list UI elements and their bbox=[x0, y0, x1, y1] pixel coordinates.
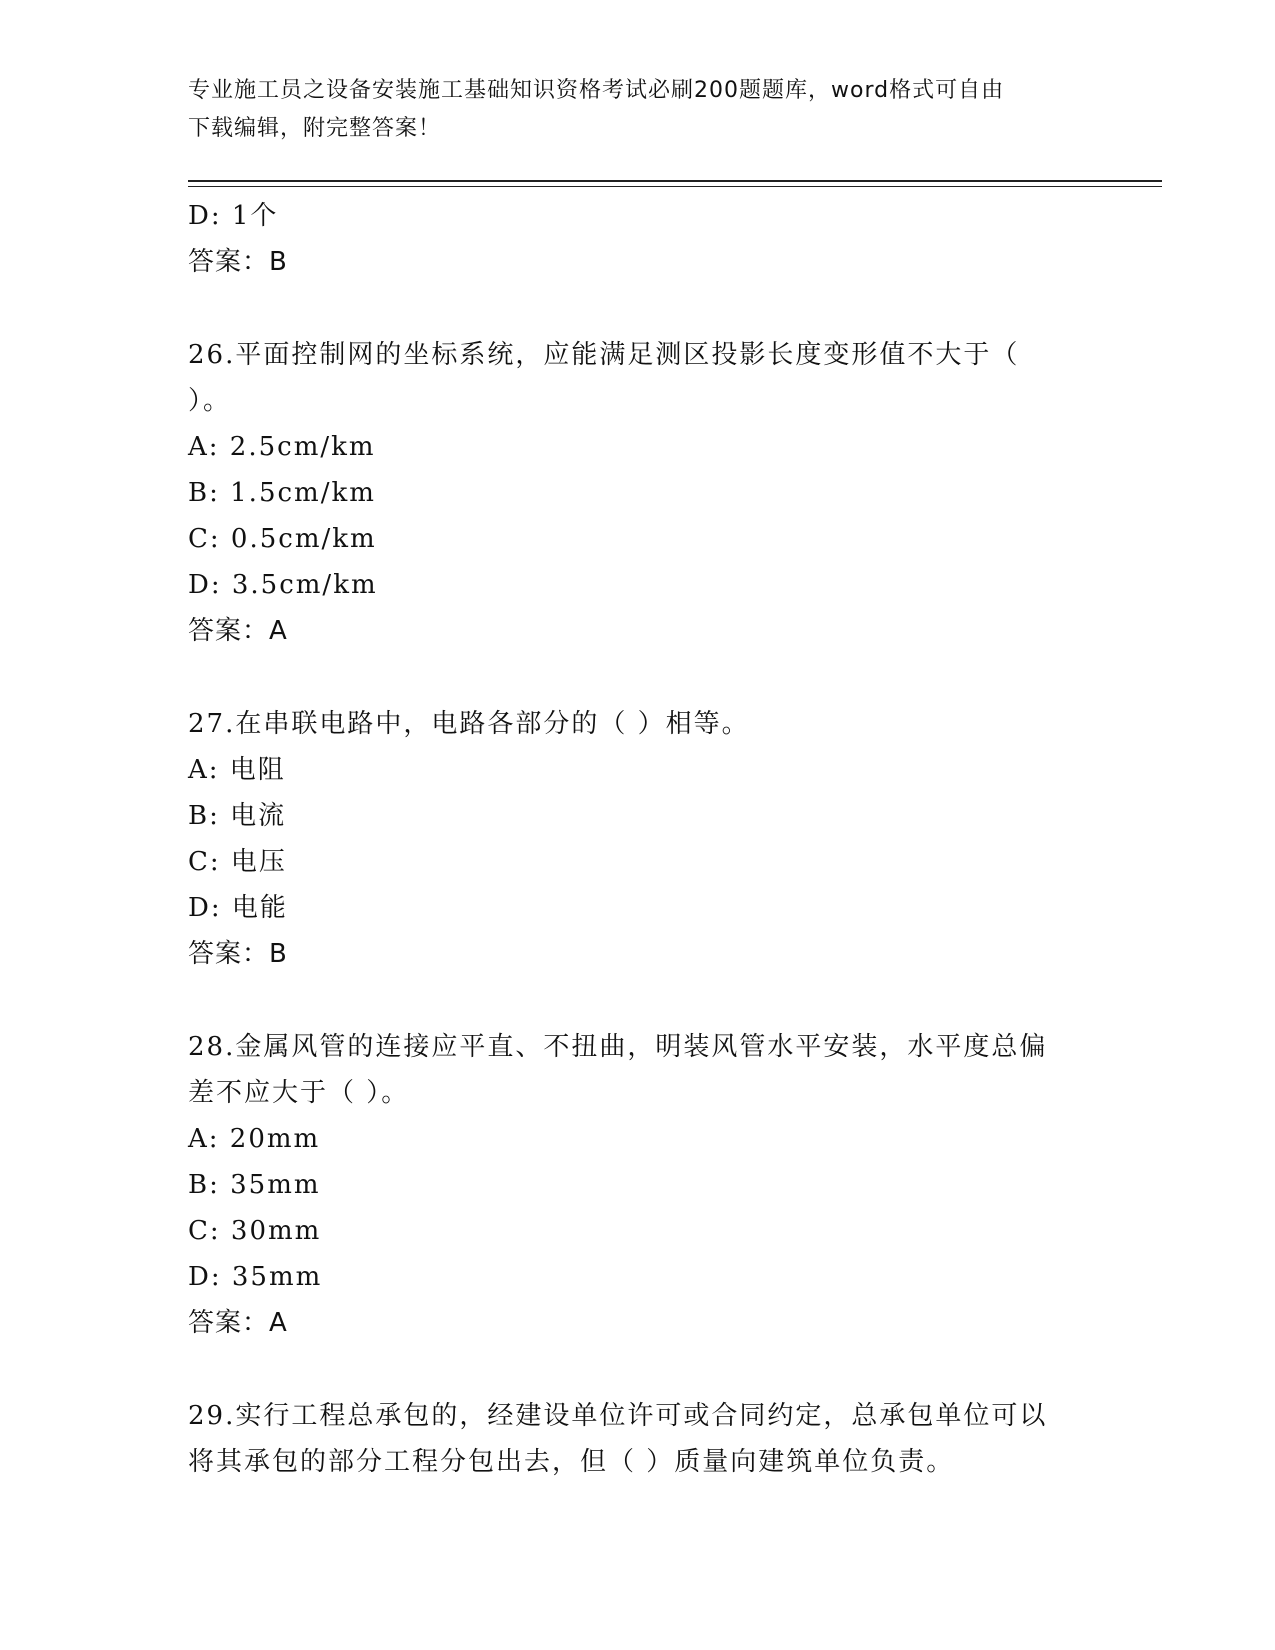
answer: 答案：A bbox=[188, 1308, 288, 1338]
option-d: D: 电能 bbox=[188, 893, 288, 923]
question-text: 26.平面控制网的坐标系统，应能满足测区投影长度变形值不大于（ bbox=[188, 340, 1020, 370]
answer: 答案：B bbox=[188, 247, 288, 277]
option-d: D: 3.5cm/km bbox=[188, 570, 378, 600]
option-c: C: 电压 bbox=[188, 847, 287, 877]
question-27 bbox=[188, 701, 1088, 977]
option-a: A: 电阻 bbox=[188, 755, 286, 785]
question-text: 28.金属风管的连接应平直、不扭曲，明装风管水平安装，水平度总偏 bbox=[188, 1032, 1048, 1062]
question-29 bbox=[188, 1393, 1088, 1485]
question-text: 29.实行工程总承包的，经建设单位许可或合同约定，总承包单位可以 bbox=[188, 1401, 1048, 1431]
option-d: D: 35mm bbox=[188, 1262, 323, 1292]
answer: 答案：B bbox=[188, 939, 288, 969]
header-rule-thick bbox=[188, 180, 1162, 182]
option-b: B: 35mm bbox=[188, 1170, 321, 1200]
option-b: B: 电流 bbox=[188, 801, 287, 831]
option-d: D: 1个 bbox=[188, 201, 279, 231]
option-b: B: 1.5cm/km bbox=[188, 478, 376, 508]
option-a: A: 20mm bbox=[188, 1124, 321, 1154]
question-text: 27.在串联电路中，电路各部分的（ ）相等。 bbox=[188, 709, 750, 739]
header-rule-thin bbox=[188, 186, 1162, 187]
document-body bbox=[188, 193, 1088, 1485]
option-a: A: 2.5cm/km bbox=[188, 432, 376, 462]
question-text-cont: 差不应大于（ ）。 bbox=[188, 1078, 410, 1108]
option-c: C: 30mm bbox=[188, 1216, 322, 1246]
document-header bbox=[188, 72, 1068, 148]
option-c: C: 0.5cm/km bbox=[188, 524, 377, 554]
header-line-1: 专业施工员之设备安装施工基础知识资格考试必刷200题题库，word格式可自由 bbox=[188, 78, 1005, 103]
question-text-cont: 将其承包的部分工程分包出去，但（ ）质量向建筑单位负责。 bbox=[188, 1447, 955, 1477]
question-28 bbox=[188, 1024, 1088, 1346]
question-26 bbox=[188, 332, 1088, 654]
answer: 答案：A bbox=[188, 616, 288, 646]
header-line-2: 下载编辑，附完整答案！ bbox=[188, 116, 442, 141]
question-text-cont: ）。 bbox=[188, 386, 232, 416]
